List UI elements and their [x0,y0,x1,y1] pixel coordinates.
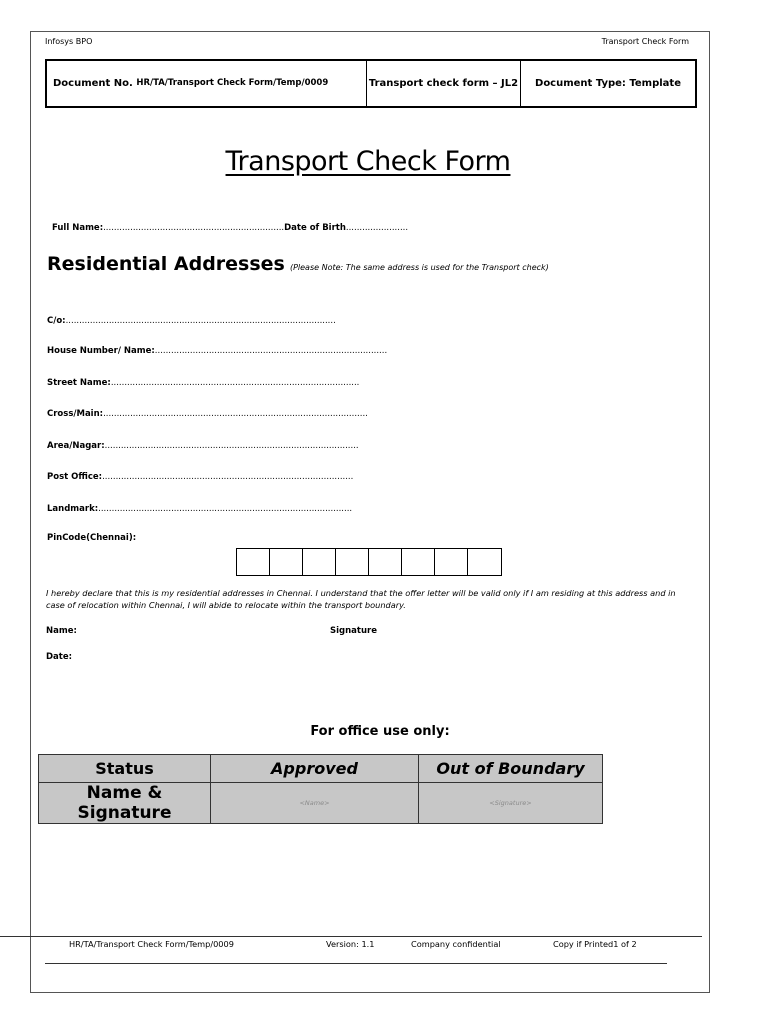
table-row [39,755,603,783]
approved-header-cell: Approved [211,755,419,783]
document-type-cell: Document Type: Template [535,77,681,89]
form-reference-cell: Transport check form – JL2 [367,61,521,106]
street-name-field[interactable] [47,378,359,388]
pincode-boxes [236,548,502,576]
residential-note: (Please Note: The same address is used for the Transport check) [289,263,549,272]
date-of-birth-dots: ....................... [345,223,409,233]
footer-divider-top [0,936,702,937]
residential-addresses-heading [47,253,549,275]
full-name-field[interactable] [52,223,408,233]
pincode-digit-box[interactable] [303,549,336,575]
pincode-digit-box[interactable] [336,549,369,575]
house-number-field[interactable] [47,346,387,356]
landmark-field[interactable] [47,504,352,514]
post-office-field[interactable] [47,472,353,482]
footer-doc-ref: HR/TA/Transport Check Form/Temp/0009 [69,939,234,949]
out-of-boundary-header-cell: Out of Boundary [419,755,603,783]
pincode-digit-box[interactable] [435,549,468,575]
field-label: Landmark: [47,504,99,514]
header-form-name: Transport Check Form [601,37,689,46]
name-signature-label-cell: Name & Signature [39,783,211,824]
footer-divider-bottom [45,963,667,964]
status-header-cell: Status [39,755,211,783]
pincode-digit-box[interactable] [369,549,402,575]
field-dots: ............................................................................................. [102,472,354,482]
field-dots: ...................................................................................... [154,346,388,356]
pincode-digit-box[interactable] [270,549,303,575]
field-label: Area/Nagar: [47,441,105,451]
page-title: Transport Check Form [225,146,511,177]
document-number-label: Document No. [53,77,133,89]
document-info-table [45,59,697,108]
footer-version: Version: 1.1 [326,939,375,949]
full-name-dots: ................................................................... [103,223,285,233]
pincode-digit-box[interactable] [237,549,270,575]
field-dots: .................................................................................................... [65,316,336,326]
pincode-label: PinCode(Chennai): [47,533,137,543]
field-label: House Number/ Name: [47,346,155,356]
pincode-field [47,533,136,543]
care-of-field[interactable] [47,316,336,326]
field-label: Cross/Main: [47,409,104,419]
pincode-digit-box[interactable] [468,549,501,575]
document-number-cell [47,61,367,106]
footer-copy-page: Copy if Printed1 of 2 [553,939,637,949]
pincode-digit-box[interactable] [402,549,435,575]
full-name-label: Full Name: [52,223,104,233]
footer-confidential: Company confidential [411,939,501,949]
field-dots: .............................................................................................. [98,504,353,514]
table-row [39,783,603,824]
date-of-birth-label: Date of Birth [284,223,346,233]
residential-heading-text: Residential Addresses [47,253,285,275]
field-dots: ............................................................................................ [110,378,360,388]
signature-label: Signature [330,626,377,636]
office-use-heading: For office use only: [310,724,450,739]
area-nagar-field[interactable] [47,441,359,451]
office-use-table [38,754,603,824]
sign-date-label: Date: [46,652,73,662]
field-label: Post Office: [47,472,103,482]
sign-name-label: Name: [46,626,77,636]
field-label: Street Name: [47,378,111,388]
document-number-value: HR/TA/Transport Check Form/Temp/0009 [136,77,329,88]
cross-main-field[interactable] [47,409,368,419]
header-company: Infosys BPO [45,37,93,46]
signature-placeholder-cell[interactable]: <Signature> [419,783,603,824]
name-placeholder-cell[interactable]: <Name> [211,783,419,824]
field-dots: .............................................................................................. [104,441,359,451]
field-label: C/o: [47,316,66,326]
field-dots: .................................................................................................. [103,409,368,419]
declaration-text: I hereby declare that this is my residential addresses in Chennai. I understand that the offer letter will be valid only if I am residing at this address and in case of relocation within Chennai, I will abide to relocate within the transport boundary. [46,588,676,610]
